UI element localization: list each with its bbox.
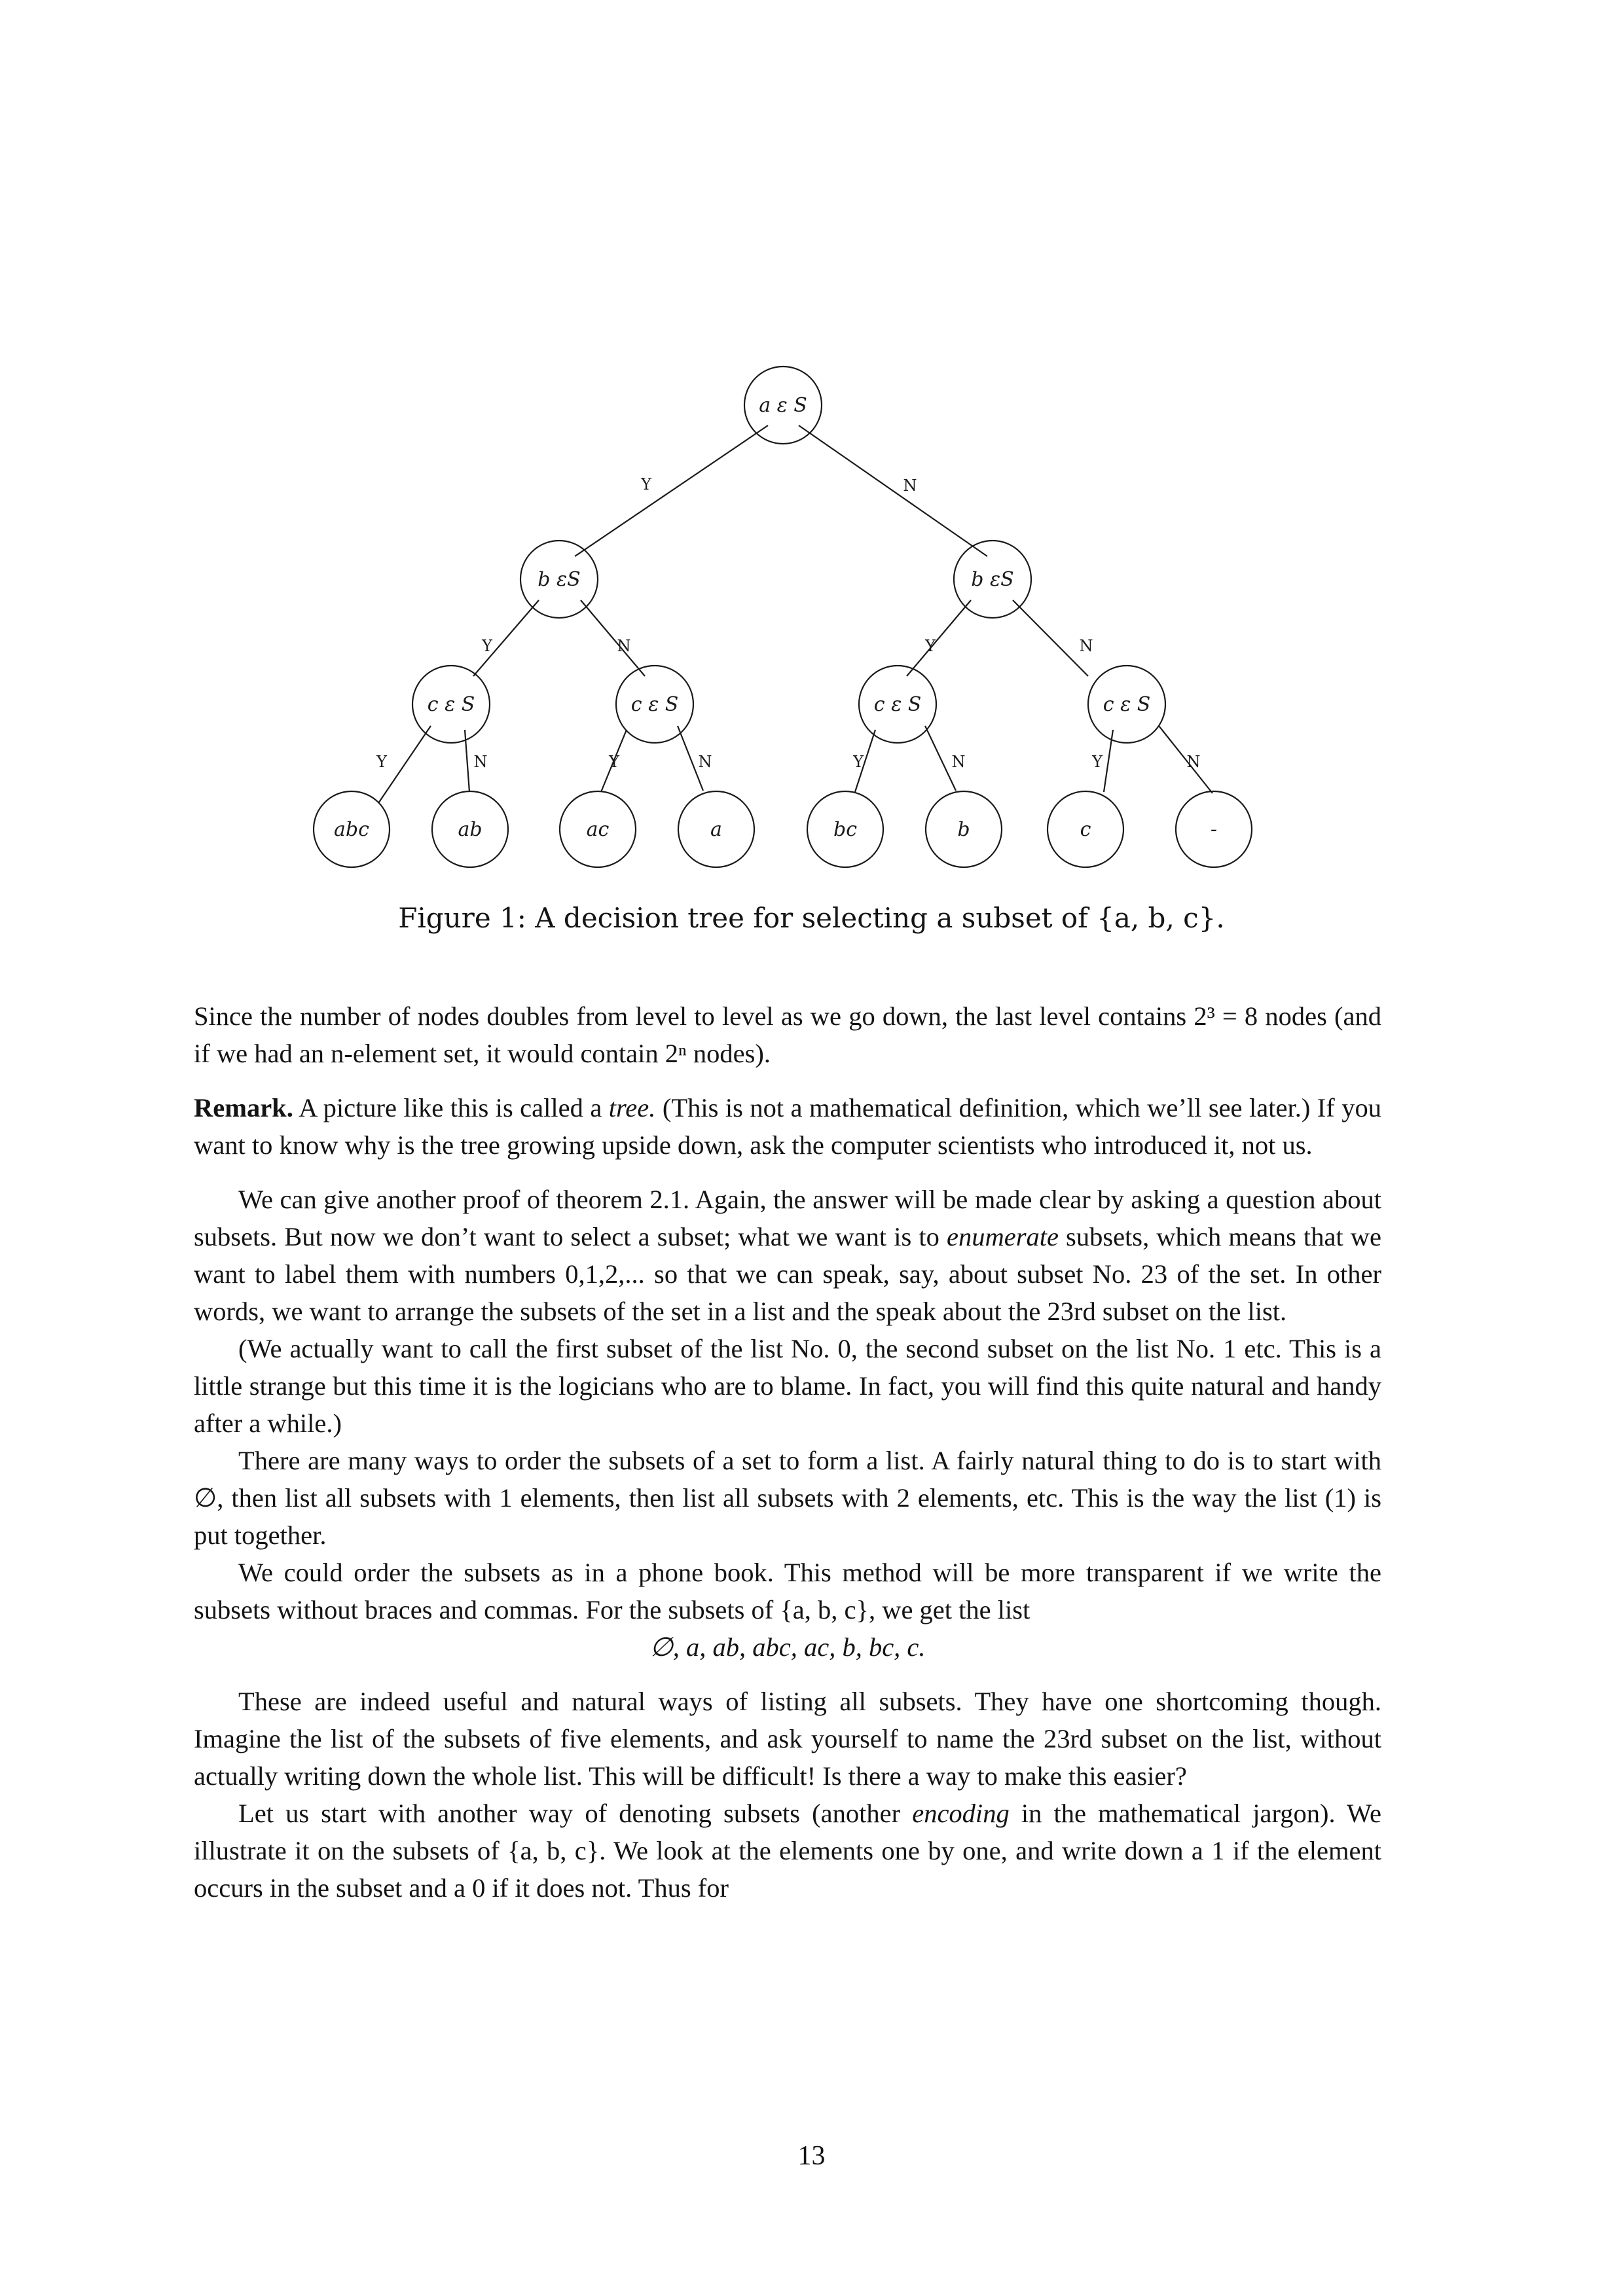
leaf-7-label: c — [1080, 818, 1091, 841]
root-label: a ε S — [759, 394, 807, 417]
leaf-6-label: b — [957, 818, 970, 841]
remark-text-b: (This is not a mathematical definition, which we’ll see later.) If you want to know why is the tree growing upside down, ask the computer scientists who introduced it, not us. — [194, 1093, 1382, 1160]
b-left-label: b εS — [538, 568, 581, 591]
leaf-5-label: bc — [833, 818, 858, 841]
paragraph-numbering-note: (We actually want to call the first subset of the list No. 0, the second subset on the list No. 1 etc. This is a little strange but this time it is the logicians who are to blame. In fact, you will find this quite natural and handy after a while.) — [194, 1334, 1381, 1438]
edge-label-n: N — [951, 753, 966, 771]
p8-encoding-term: encoding — [912, 1799, 1010, 1828]
edge-b2-left — [907, 600, 971, 676]
leaf-8-label: - — [1210, 818, 1218, 841]
figure-caption: Figure 1: A decision tree for selecting a subset of {a, b, c}. — [398, 902, 1225, 934]
b-right-label: b εS — [971, 568, 1014, 591]
edge-root-right — [799, 425, 987, 556]
paragraph-phone-book: We could order the subsets as in a phone book. This method will be more transparent if we write the subsets without braces and commas. For the subsets of {a, b, c}, we get the list — [194, 1558, 1381, 1624]
leaf-2-label: ab — [458, 818, 483, 841]
remark-tree-term: tree. — [608, 1093, 656, 1122]
paragraph-levels: Since the number of nodes doubles from level to level as we go down, the last level contains 2³ = 8 nodes (and if we had an n-element set, it would contain 2ⁿ nodes). — [194, 1001, 1381, 1068]
paragraph-encoding — [194, 1795, 1381, 1907]
c4-label: c ε S — [1103, 693, 1151, 716]
paragraph-another-proof — [194, 1181, 1381, 1330]
paragraph-ordering: There are many ways to order the subsets of a set to form a list. A fairly natural thing to do is to start with ∅, then list all subsets with 1 elements, then list all subsets with 2 elements, etc. This is the way the list (1) is put together. — [194, 1446, 1381, 1550]
edge-label-n: N — [617, 637, 631, 655]
body-text — [194, 997, 1381, 1907]
page-number: 13 — [797, 2141, 826, 2171]
p8-text-b: in the mathematical jargon). We illustrate it on the subsets of {a, b, c}. We look at the elements one by one, and write down a 1 if the element occurs in the subset and a 0 if it does not. Thus for — [194, 1799, 1381, 1903]
edge-label-n: N — [698, 753, 712, 771]
edge-root-left — [575, 425, 768, 556]
p8-text-a: Let us start with another way of denoting subsets (another — [238, 1799, 913, 1828]
edge-b2-right — [1013, 600, 1088, 676]
p3-text-a: We can give another proof of theorem 2.1. Again, the answer will be made clear by asking a question about subsets. But now we don’t want to select a subset; what we want is to — [194, 1185, 1381, 1251]
c2-label: c ε S — [630, 693, 679, 716]
edge-b1-right — [581, 600, 645, 676]
edge-label-y: Y — [1092, 753, 1103, 771]
display-list: ∅, a, ab, abc, ac, b, bc, c. — [649, 1632, 926, 1662]
decision-tree-figure — [0, 0, 1623, 916]
leaf-1-label: abc — [334, 818, 369, 841]
edge-label-y: Y — [482, 637, 492, 655]
edge-c4-right — [1159, 726, 1213, 793]
edge-label-n: N — [1186, 753, 1201, 771]
remark-text-a: A picture like this is called a — [293, 1093, 609, 1122]
c3-label: c ε S — [873, 693, 922, 716]
c1-label: c ε S — [427, 693, 475, 716]
edge-label-y: Y — [641, 475, 651, 493]
edge-label-y: Y — [609, 753, 619, 771]
edge-label-n: N — [473, 753, 488, 771]
edge-label-y: Y — [376, 753, 387, 771]
edge-label-y: Y — [925, 637, 936, 655]
edge-label-y: Y — [853, 753, 864, 771]
edge-label-n: N — [903, 476, 917, 495]
edge-label-n: N — [1079, 637, 1093, 655]
leaf-4-label: a — [710, 818, 722, 841]
paragraph-shortcoming: These are indeed useful and natural ways of listing all subsets. They have one shortcoming though. Imagine the list of the subsets of five elements, and ask yourself to name the 23rd subset on the list, without actually writing down the whole list. This will be difficult! Is there a way to make this easier? — [194, 1687, 1381, 1791]
leaf-3-label: ac — [586, 818, 610, 841]
paragraph-remark — [194, 1089, 1381, 1164]
p3-enumerate-term: enumerate — [947, 1222, 1059, 1251]
remark-label: Remark. — [194, 1093, 293, 1122]
p3-text-b: subsets, which means that we want to label them with numbers 0,1,2,... so that we can speak, say, about subset No. 23 of the set. In other words, we want to arrange the subsets of the set in a list and the speak about the 23rd subset on the list. — [194, 1222, 1381, 1326]
